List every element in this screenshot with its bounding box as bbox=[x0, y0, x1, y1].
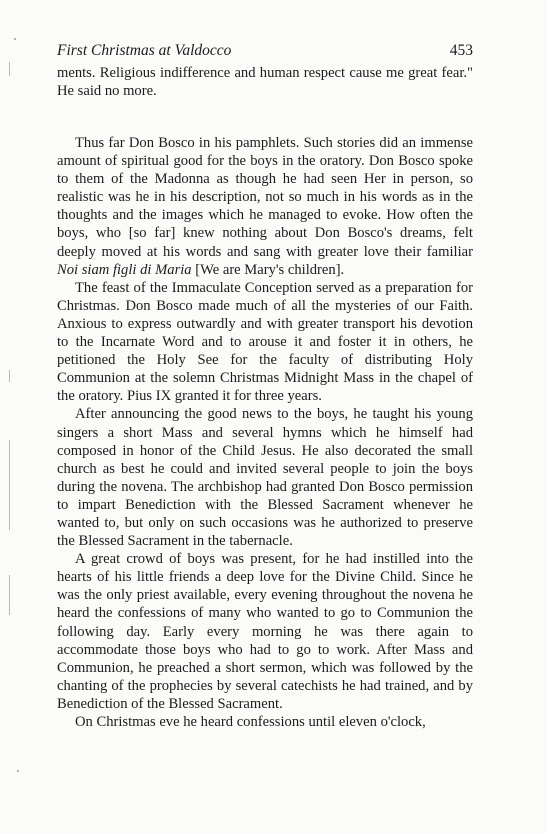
margin-mark bbox=[9, 62, 10, 76]
scan-speck bbox=[14, 38, 16, 40]
body-text bbox=[57, 134, 473, 731]
paragraph-4: A great crowd of boys was present, for he had instilled into the hearts of his little friends a deep love for the Divine Child. Since he was the only priest available, every evening throughout the novena he heard the confessions of many who wanted to go to Communion the following day. Early every morning he was there again to accommodate those boys who had to go to work. After Mass and Communion, he preached a short sermon, which was followed by the chanting of the prophecies by several catechists he had trained, and by Benediction of the Blessed Sacrament. bbox=[57, 551, 473, 712]
paragraph-3: After announcing the good news to the boys, he taught his young singers a short Mass and several hymns which he himself had composed in honor of the Child Jesus. He also decorated the small church as best he could and invited several people to join the boys during the novena. The archbishop had granted Don Bosco permission to impart Benediction with the Blessed Sacrament whenever he wanted to, but only on such occasions was he authorized to preserve the Blessed Sacrament in the tabernacle. bbox=[57, 406, 473, 550]
margin-mark bbox=[9, 575, 10, 615]
running-title: First Christmas at Valdocco bbox=[57, 42, 232, 59]
paragraph-1-text-b: [We are Mary's children]. bbox=[191, 261, 345, 278]
paragraph-1 bbox=[57, 134, 473, 279]
carryover-block bbox=[57, 64, 473, 100]
running-head bbox=[57, 40, 473, 62]
carryover-paragraph: ments. Religious indifference and human respect cause me great fear." He said no more. bbox=[57, 65, 473, 100]
paragraph-2: The feast of the Immaculate Conception served as a preparation for Christmas. Don Bosco made much of all the mysteries of our Faith. Anxious to express outwardly and with greater transport his devotion to the Incarnate Word and to arouse it and foster it in others, he petitioned the Holy See for the faculty of distributing Holy Communion at the solemn Christmas Midnight Mass in the chapel of the oratory. Pius IX granted it for three years. bbox=[57, 279, 473, 405]
page-number: 453 bbox=[449, 42, 473, 59]
paragraph-5: On Christmas eve he heard confessions until eleven o'clock, bbox=[75, 714, 426, 730]
song-title: Noi siam figli di Maria bbox=[57, 261, 192, 278]
paragraph-1-text-a: Thus far Don Bosco in his pamphlets. Such stories did an immense amount of spiritual good for the boys in the oratory. Don Bosco spoke to them of the Madonna as though he had seen Her in person, so realistic was he in his description, not so much in his words as in the thoughts and the images which he managed to evoke. How often the boys, who [so far] knew nothing about Don Bosco's dreams, felt deeply moved at his words and sang with greater love their familiar bbox=[57, 135, 473, 260]
margin-mark bbox=[9, 440, 10, 530]
margin-mark bbox=[9, 370, 10, 382]
scan-speck bbox=[17, 770, 19, 772]
